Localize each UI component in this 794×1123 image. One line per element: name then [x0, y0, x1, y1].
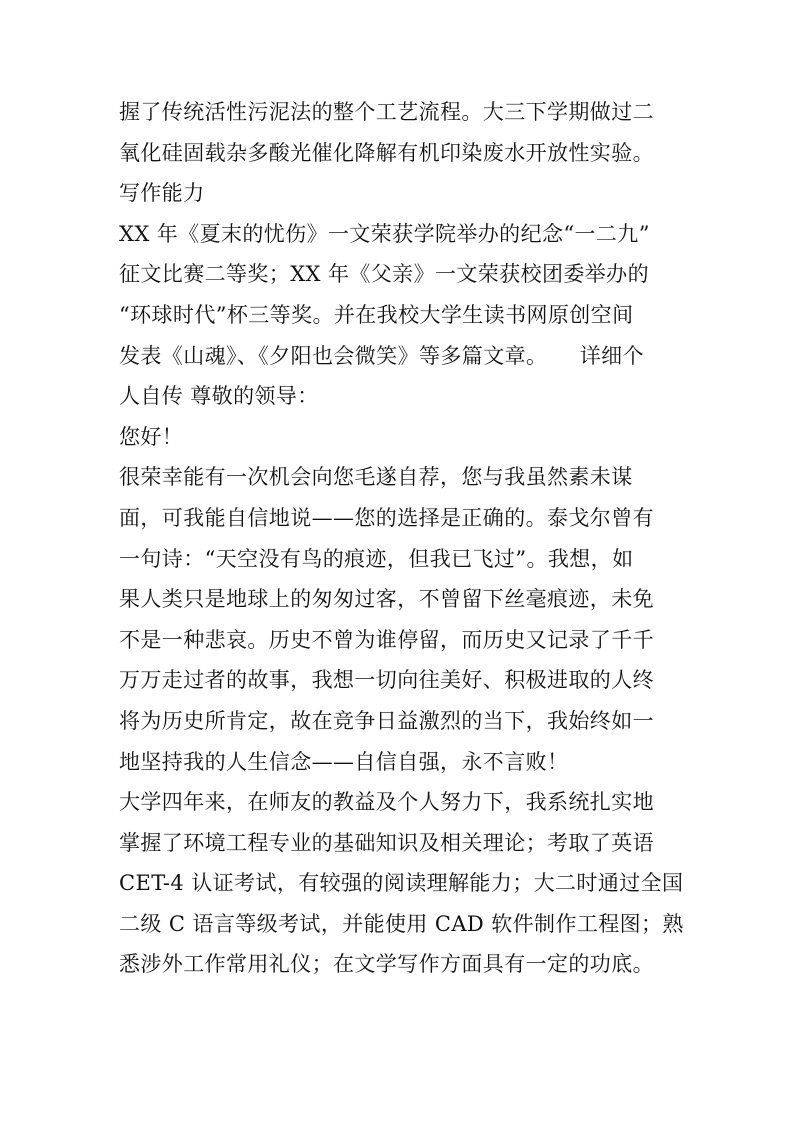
text-line: 将为历史所肯定，故在竞争日益激烈的当下，我始终如一: [119, 708, 654, 733]
text-line: CET-4 认证考试，有较强的阅读理解能力；大二时通过全国: [119, 871, 684, 896]
text-line: 不是一种悲哀。历史不曾为谁停留，而历史又记录了千千: [119, 627, 654, 652]
text-line: 一句诗：“天空没有鸟的痕迹，但我已飞过”。我想，如: [119, 546, 634, 571]
text-line: 掌握了环境工程专业的基础知识及相关理论；考取了英语: [119, 830, 654, 855]
text-line: 发表《山魂》、《夕阳也会微笑》等多篇文章。 详细个: [119, 343, 644, 368]
text-line: 人自传 尊敬的领导：: [119, 384, 319, 409]
section-heading: 写作能力: [119, 181, 205, 206]
text-line: XX 年《夏末的忧伤》一文荣获学院举办的纪念“一二九”: [119, 221, 650, 246]
text-line: 氧化硅固载杂多酸光催化降解有机印染废水开放性实验。: [119, 140, 654, 165]
text-line: 握了传统活性污泥法的整个工艺流程。大三下学期做过二: [119, 100, 654, 124]
text-line: 万万走过者的故事，我想一切向往美好、积极进取的人终: [119, 668, 654, 693]
text-line: 征文比赛二等奖；XX 年《父亲》一文荣获校团委举办的: [119, 262, 649, 287]
document-body: [119, 92, 684, 985]
text-line: 地坚持我的人生信念——自信自强，永不言败！: [119, 749, 569, 774]
text-line: 悉涉外工作常用礼仪；在文学写作方面具有一定的功底。: [119, 952, 654, 977]
greeting-line: 您好！: [119, 424, 184, 449]
text-line: “环球时代”杯三等奖。并在我校大学生读书网原创空间: [119, 302, 634, 327]
text-line: 很荣幸能有一次机会向您毛遂自荐，您与我虽然素未谋: [119, 465, 633, 490]
text-line: 二级 C 语言等级考试，并能使用 CAD 软件制作工程图；熟: [119, 911, 684, 936]
text-line: 果人类只是地球上的匆匆过客，不曾留下丝毫痕迹，未免: [119, 587, 654, 612]
text-line: 大学四年来，在师友的教益及个人努力下，我系统扎实地: [119, 790, 654, 815]
text-line: 面，可我能自信地说——您的选择是正确的。泰戈尔曾有: [119, 505, 654, 530]
